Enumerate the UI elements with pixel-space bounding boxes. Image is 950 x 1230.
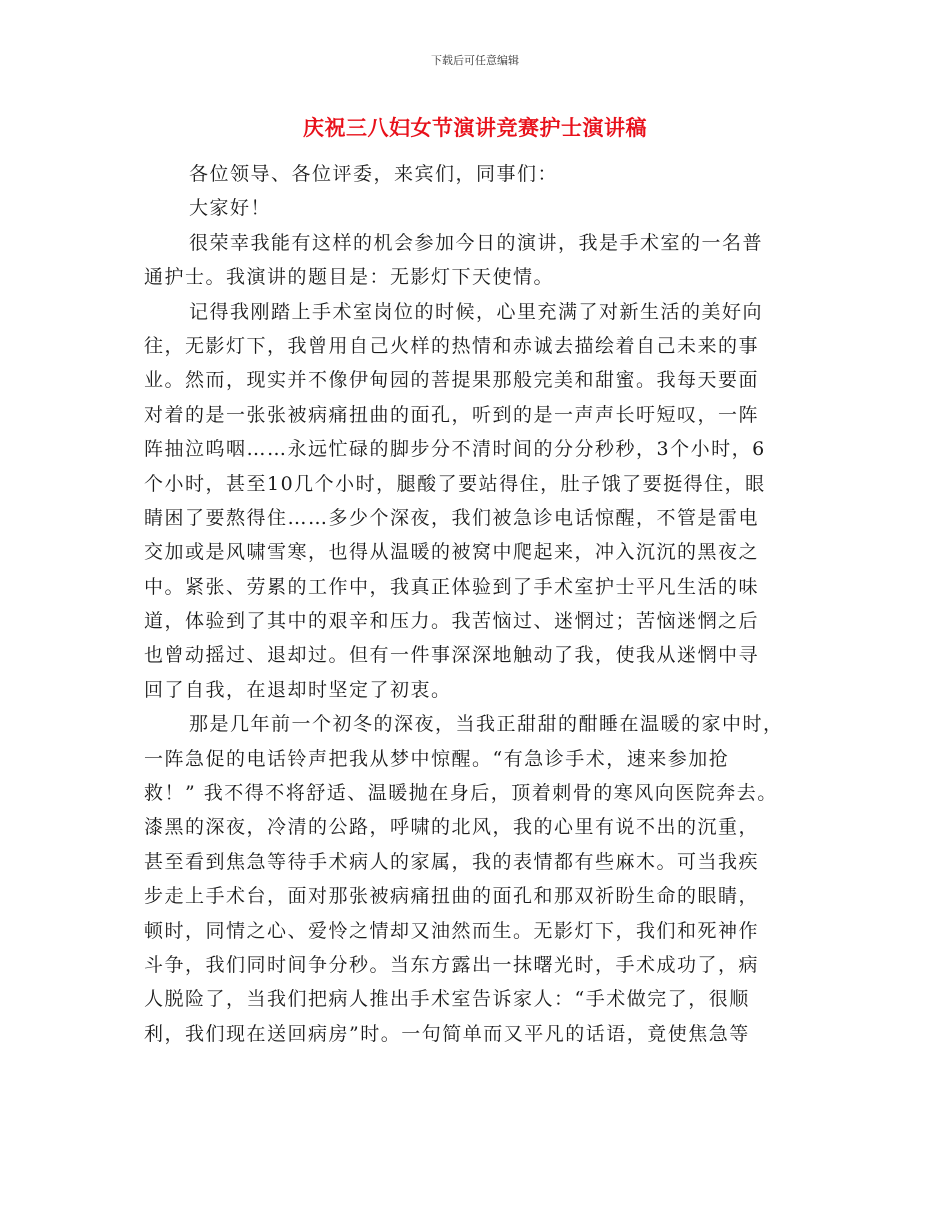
body-line: 那是几年前一个初冬的深夜，当我正甜甜的酣睡在温暖的家中时， xyxy=(189,713,784,736)
body-line: 往，无影灯下，我曾用自己火样的热情和赤诚去描绘着自己未来的事 xyxy=(144,334,760,357)
body-line: 阵抽泣呜咽……永远忙碌的脚步分不清时间的分分秒秒，3个小时，6 xyxy=(144,438,766,461)
body-line: 交加或是风啸雪寒，也得从温暖的被窝中爬起来，冲入沉沉的黑夜之 xyxy=(144,541,760,564)
body-line: 个小时，甚至10几个小时，腿酸了要站得住，肚子饿了要挺得住，眼 xyxy=(144,472,766,495)
body-line: 对着的是一张张被病痛扭曲的面孔，听到的是一声声长吁短叹，一阵 xyxy=(144,403,760,426)
page-header: 下载后可任意编辑 xyxy=(431,54,519,67)
body-line: 通护士。我演讲的题目是：无影灯下天使情。 xyxy=(144,266,555,289)
body-line: 人脱险了，当我们把病人推出手术室告诉家人：“手术做完了，很顺 xyxy=(144,988,750,1011)
body-line: 道，体验到了其中的艰辛和压力。我苦恼过、迷惘过；苦恼迷惘之后 xyxy=(144,610,760,633)
body-line: 也曾动摇过、退却过。但有一件事深深地触动了我，使我从迷惘中寻 xyxy=(144,644,760,667)
body-line: 一阵急促的电话铃声把我从梦中惊醒。“有急诊手术，速来参加抢 xyxy=(144,747,730,770)
body-line: 利，我们现在送回病房”时。一句简单而又平凡的话语，竟使焦急等 xyxy=(144,1022,750,1045)
document-title: 庆祝三八妇女节演讲竞赛护士演讲稿 xyxy=(303,115,647,140)
body-line: 记得我刚踏上手术室岗位的时候，心里充满了对新生活的美好向 xyxy=(189,300,764,323)
body-line: 回了自我，在退却时坚定了初衷。 xyxy=(144,678,452,701)
body-line: 睛困了要熬得住……多少个深夜，我们被急诊电话惊醒，不管是雷电 xyxy=(144,506,760,529)
body-line: 步走上手术台，面对那张被病痛扭曲的面孔和那双祈盼生命的眼睛， xyxy=(144,885,760,908)
body-line: 斗争，我们同时间争分秒。当东方露出一抹曙光时，手术成功了，病 xyxy=(144,953,760,976)
body-line: 大家好！ xyxy=(189,197,272,220)
body-line: 各位领导、各位评委，来宾们，同事们： xyxy=(189,163,559,185)
body-line: 业。然而，现实并不像伊甸园的菩提果那般完美和甜蜜。我每天要面 xyxy=(144,369,760,392)
body-line: 救！” 我不得不将舒适、温暖抛在身后，顶着刺骨的寒风向医院奔去。 xyxy=(144,782,778,805)
body-line: 中。紧张、劳累的工作中，我真正体验到了手术室护士平凡生活的味 xyxy=(144,575,760,598)
body-line: 甚至看到焦急等待手术病人的家属，我的表情都有些麻木。可当我疾 xyxy=(144,850,760,873)
body-line: 漆黑的深夜，冷清的公路，呼啸的北风，我的心里有说不出的沉重， xyxy=(144,816,760,839)
body-line: 很荣幸我能有这样的机会参加今日的演讲，我是手术室的一名普 xyxy=(189,231,764,254)
body-line: 顿时，同情之心、爱怜之情却又油然而生。无影灯下，我们和死神作 xyxy=(144,919,760,942)
document-body xyxy=(144,157,820,1051)
